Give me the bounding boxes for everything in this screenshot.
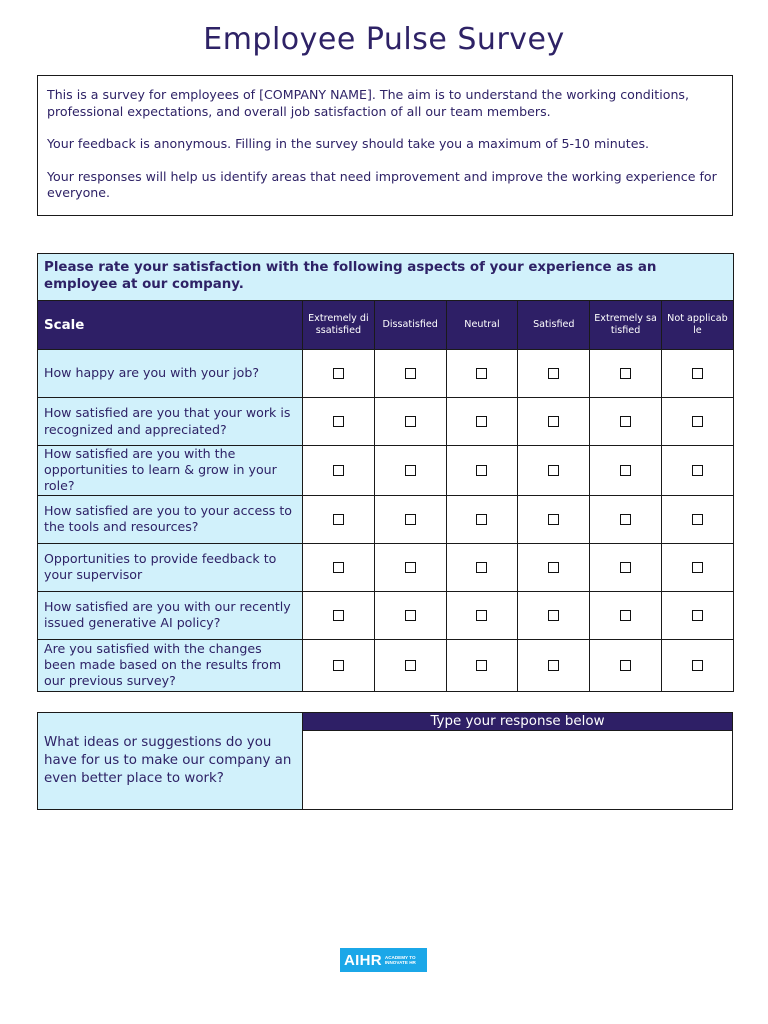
checkbox-cell [518,591,590,639]
rating-checkbox[interactable] [548,610,559,621]
checkbox-cell [661,446,733,496]
checkbox-cell [303,639,375,691]
checkbox-cell [590,350,662,398]
checkbox-cell [661,350,733,398]
checkbox-cell [661,639,733,691]
rating-checkbox[interactable] [476,610,487,621]
checkbox-cell [374,639,446,691]
rating-checkbox[interactable] [620,416,631,427]
rating-checkbox[interactable] [405,610,416,621]
checkbox-cell [303,350,375,398]
checkbox-cell [661,398,733,446]
rating-checkbox[interactable] [333,660,344,671]
table-row [38,446,734,496]
checkbox-cell [518,495,590,543]
rating-checkbox[interactable] [405,562,416,573]
checkbox-cell [303,446,375,496]
checkbox-cell [590,398,662,446]
checkbox-cell [303,495,375,543]
rating-checkbox[interactable] [333,368,344,379]
satisfaction-table [37,253,734,692]
checkbox-cell [590,495,662,543]
logo-subtitle [385,955,416,965]
rating-checkbox[interactable] [333,610,344,621]
rating-checkbox[interactable] [620,562,631,573]
checkbox-cell [446,591,518,639]
rating-checkbox[interactable] [476,368,487,379]
checkbox-cell [446,398,518,446]
intro-paragraph-anonymity: Your feedback is anonymous. Filling in the survey should take you a maximum of 5-10 minutes. [47,136,650,151]
rating-checkbox[interactable] [692,660,703,671]
table-row [38,350,734,398]
rating-checkbox[interactable] [692,562,703,573]
col-not-applicable: Not applicable [661,301,733,350]
open-question-box [37,712,733,810]
rating-checkbox[interactable] [620,610,631,621]
rating-checkbox[interactable] [476,562,487,573]
checkbox-cell [303,543,375,591]
checkbox-cell [661,495,733,543]
rating-checkbox[interactable] [333,562,344,573]
rating-checkbox[interactable] [405,660,416,671]
open-question-text: What ideas or suggestions do you have for us to make our company an even better place to work? [38,713,303,809]
checkbox-cell [446,446,518,496]
checkbox-cell [446,350,518,398]
checkbox-cell [374,398,446,446]
checkbox-cell [661,543,733,591]
checkbox-cell [446,495,518,543]
rating-checkbox[interactable] [548,368,559,379]
checkbox-cell [518,446,590,496]
response-area [303,713,732,809]
col-extremely-dissatisfied: Extremely dissatisfied [303,301,375,350]
rating-checkbox[interactable] [548,562,559,573]
col-extremely-satisfied: Extremely satisfied [590,301,662,350]
table-row [38,591,734,639]
rating-checkbox[interactable] [333,416,344,427]
question-text: Are you satisfied with the changes been made based on the results from our previous survey? [38,639,303,691]
rating-checkbox[interactable] [405,368,416,379]
rating-checkbox[interactable] [692,368,703,379]
aihr-logo [340,948,427,972]
checkbox-cell [518,398,590,446]
rating-checkbox[interactable] [405,465,416,476]
rating-checkbox[interactable] [692,610,703,621]
rating-checkbox[interactable] [405,416,416,427]
response-header: Type your response below [303,713,732,731]
question-rows [38,350,734,692]
scale-header-row [38,301,734,350]
logo-sub-line1: ACADEMY TO [384,954,416,960]
table-row [38,639,734,691]
rating-heading: Please rate your satisfaction with the following aspects of your experience as an employee at our company. [38,254,734,301]
rating-checkbox[interactable] [476,660,487,671]
question-text: How satisfied are you to your access to the tools and resources? [38,495,303,543]
scale-label: Scale [38,301,303,350]
checkbox-cell [518,543,590,591]
rating-checkbox[interactable] [620,368,631,379]
rating-checkbox[interactable] [548,465,559,476]
question-text: How happy are you with your job? [38,350,303,398]
rating-checkbox[interactable] [476,465,487,476]
checkbox-cell [446,639,518,691]
checkbox-cell [518,350,590,398]
table-row [38,543,734,591]
rating-checkbox[interactable] [548,416,559,427]
checkbox-cell [446,543,518,591]
col-neutral: Neutral [446,301,518,350]
rating-checkbox[interactable] [692,416,703,427]
intro-paragraph-impact: Your responses will help us identify areas that need improvement and improve the working experience for everyone. [47,168,717,200]
question-text: How satisfied are you with the opportunities to learn & grow in your role? [38,446,303,496]
checkbox-cell [590,446,662,496]
rating-checkbox[interactable] [333,465,344,476]
checkbox-cell [590,543,662,591]
checkbox-cell [590,639,662,691]
intro-paragraph-purpose: This is a survey for employees of [COMPANY NAME]. The aim is to understand the working conditions, professional expectations, and overall job satisfaction of all our team members. [47,87,689,119]
rating-checkbox[interactable] [692,514,703,525]
rating-checkbox[interactable] [333,514,344,525]
col-satisfied: Satisfied [518,301,590,350]
logo-main-text: AIHR [344,951,382,969]
intro-box [37,75,733,216]
checkbox-cell [518,639,590,691]
response-input[interactable] [303,731,732,809]
rating-checkbox[interactable] [620,465,631,476]
rating-checkbox[interactable] [548,660,559,671]
checkbox-cell [661,591,733,639]
col-dissatisfied: Dissatisfied [374,301,446,350]
table-row [38,495,734,543]
question-text: How satisfied are you with our recently issued generative AI policy? [38,591,303,639]
checkbox-cell [374,446,446,496]
checkbox-cell [374,495,446,543]
rating-checkbox[interactable] [476,514,487,525]
rating-checkbox[interactable] [620,660,631,671]
checkbox-cell [303,591,375,639]
question-text: How satisfied are you that your work is recognized and appreciated? [38,398,303,446]
rating-checkbox[interactable] [692,465,703,476]
rating-checkbox[interactable] [548,514,559,525]
table-row [38,398,734,446]
checkbox-cell [374,350,446,398]
checkbox-cell [590,591,662,639]
rating-checkbox[interactable] [405,514,416,525]
page-title: Employee Pulse Survey [203,22,565,57]
checkbox-cell [374,591,446,639]
checkbox-cell [303,398,375,446]
rating-checkbox[interactable] [476,416,487,427]
question-text: Opportunities to provide feedback to your supervisor [38,543,303,591]
checkbox-cell [374,543,446,591]
rating-checkbox[interactable] [620,514,631,525]
logo-sub-line2: INNOVATE HR [384,960,416,965]
